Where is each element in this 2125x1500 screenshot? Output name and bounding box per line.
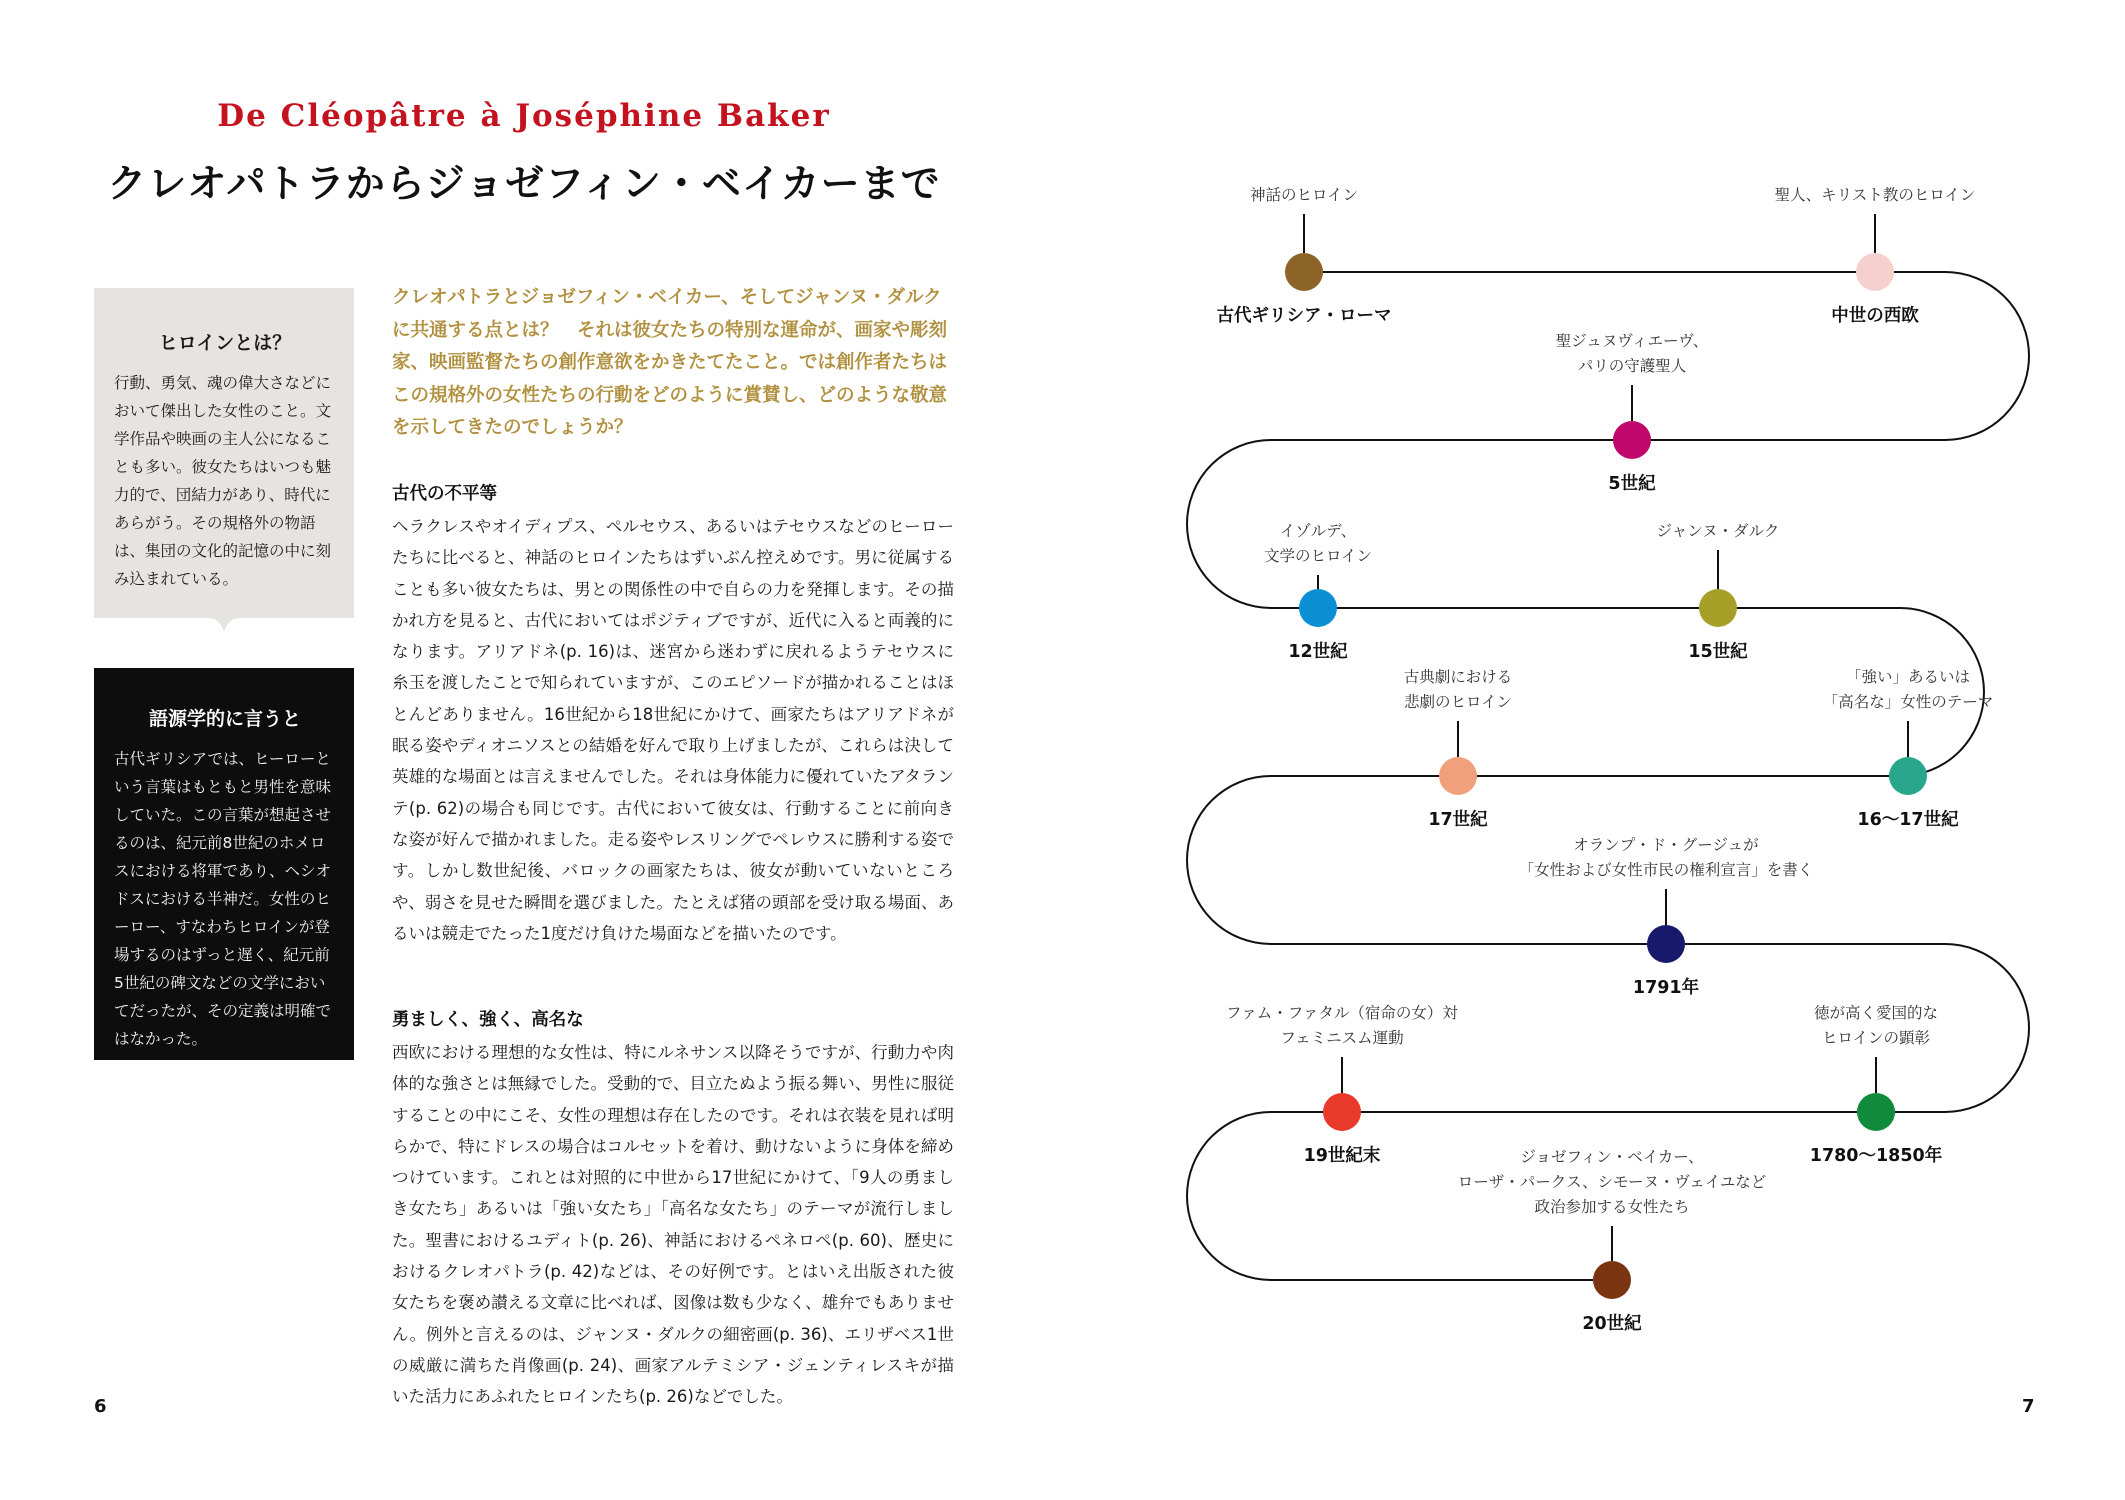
timeline-era: 16～17世紀: [1857, 810, 1959, 830]
timeline-event-label: イゾルデ、: [1279, 522, 1357, 540]
etymology-box-title: 語源学的に言うと: [148, 708, 301, 730]
timeline-event: [1226, 1004, 1458, 1166]
definition-box-text: 行動、勇気、魂の偉大さなどにおいて傑出した女性のこと。文学作品や映画の主人公になることも多い。彼女たちはいつも魅力的で、団結力があり、時代にあらがう。その規格外の物語は、集団の文化的記憶の中に刻み込まれている。: [114, 374, 332, 588]
timeline-event-label: オランプ・ド・グージュが: [1573, 836, 1759, 854]
timeline-event: [1556, 332, 1709, 494]
timeline-event: [1519, 836, 1814, 998]
page-number-right: 7: [2022, 1396, 2035, 1417]
timeline-event-label: 政治参加する女性たち: [1534, 1198, 1690, 1216]
timeline-event-label: 神話のヒロイン: [1249, 186, 1359, 204]
timeline-era: 古代ギリシア・ローマ: [1216, 306, 1392, 326]
timeline-event-label: ジョゼフィン・ベイカー、: [1520, 1148, 1704, 1166]
section-heading: 古代の不平等: [392, 484, 497, 504]
timeline-dot: [1323, 1093, 1361, 1131]
timeline-event-label: 「強い」あるいは: [1845, 668, 1971, 686]
timeline-event-label: 「女性および女性市民の権利宣言」を書く: [1518, 861, 1814, 879]
lead-paragraph: クレオパトラとジョゼフィン・ベイカー、そしてジャンヌ・ダルクに共通する点とは？ それは彼女たちの特別な運命が、画家や彫刻家、映画監督たちの創作意欲をかきたてたこと。では創作者たちはこの規格外の女性たちの行動をどのように賞賛し、どのような敬意を示してきたのでしょうか？: [392, 287, 948, 438]
timeline-dot: [1593, 1261, 1631, 1299]
timeline-dot: [1857, 1093, 1895, 1131]
timeline-era: 5世紀: [1608, 474, 1656, 494]
page-title: クレオパトラからジョゼフィン・ベイカーまで: [107, 162, 941, 207]
etymology-box-text: 古代ギリシアでは、ヒーローという言葉はもともと男性を意味していた。この言葉が想起させるのは、紀元前8世紀のホメロスにおける将軍であり、ヘシオドスにおける半神だ。女性のヒーロー、すなわちヒロインが登場するのはずっと遅く、紀元前5世紀の碑文などの文学においてだったが、その定義は明確ではなかった。: [114, 750, 332, 1048]
timeline-event: [1657, 522, 1780, 662]
timeline-era: 20世紀: [1582, 1314, 1642, 1334]
timeline-event-label: ローザ・パークス、シモーヌ・ヴェイユなど: [1457, 1173, 1767, 1191]
timeline-dot: [1889, 757, 1927, 795]
timeline-event-label: 徳が高く愛国的な: [1813, 1004, 1939, 1022]
timeline-event-label: ヒロインの顕彰: [1821, 1029, 1931, 1047]
timeline-era: 中世の西欧: [1831, 306, 1919, 326]
timeline-event-label: 文学のヒロイン: [1263, 547, 1373, 565]
timeline-dot: [1439, 757, 1477, 795]
timeline-era: 19世紀末: [1303, 1146, 1381, 1166]
timeline-dot: [1299, 589, 1337, 627]
section-body: 西欧における理想的な女性は、特にルネサンス以降そうですが、行動力や肉体的な強さとは無縁でした。受動的で、目立たぬよう振る舞い、男性に服従することの中にこそ、女性の理想は存在したのです。それは衣装を見れば明らかで、特にドレスの場合はコルセットを着け、動けないように身体を締めつけています。これとは対照的に中世から17世紀にかけて、「9人の勇ましき女たち」あるいは「強い女たち」「高名な女たち」のテーマが流行しました。聖書におけるユディト(p. 26)、神話におけるペネロペ(p. 60)、歴史におけるクレオパトラ(p. 42)などは、その好例です。とはいえ出版された彼女たちを褒め讃える文章に比べれば、図像は数も少なく、雄弁でもありません。例外と言えるのは、ジャンヌ・ダルクの細密画(p. 36)、エリザベス1世の威厳に満ちた肖像画(p. 24)、画家アルテミシア・ジェンティレスキが描いた活力にあふれたヒロインたち(p. 26)などでした。: [392, 1043, 954, 1407]
timeline-event: [1264, 522, 1372, 662]
timeline-event-label: ジャンヌ・ダルク: [1656, 522, 1780, 540]
timeline-era: 1791年: [1632, 978, 1700, 998]
timeline-era: 15世紀: [1688, 642, 1748, 662]
timeline-event-label: 古典劇における: [1403, 668, 1513, 686]
timeline-era: 12世紀: [1288, 642, 1348, 662]
timeline-event-label: フェミニスム運動: [1280, 1029, 1404, 1047]
timeline-event: [1810, 1003, 1943, 1166]
timeline-event: [1217, 186, 1392, 326]
page-subtitle: De Cléopâtre à Joséphine Baker: [217, 98, 831, 134]
timeline-event: [1458, 1148, 1766, 1334]
timeline-era: 17世紀: [1428, 810, 1488, 830]
timeline-dot: [1613, 421, 1651, 459]
section-heading: 勇ましく、強く、高名な: [392, 1010, 584, 1030]
definition-box-title: ヒロインとは？: [158, 332, 292, 354]
timeline-event-label: 悲劇のヒロイン: [1403, 693, 1513, 711]
timeline-era: 1780～1850年: [1809, 1146, 1943, 1166]
timeline-event-label: 聖ジュヌヴィエーヴ、: [1555, 332, 1709, 350]
timeline-dot: [1856, 253, 1894, 291]
timeline-event: [1404, 668, 1513, 830]
section-body: ヘラクレスやオイディプス、ペルセウス、あるいはテセウスなどのヒーローたちに比べると、神話のヒロインたちはずいぶん控えめです。男に従属することも多い彼女たちは、男との関係性の中で自らの力を発揮します。その描かれ方を見ると、古代においてはポジティブですが、近代に入ると両義的になります。アリアドネ(p. 16)は、迷宮から迷わずに戻れるようテセウスに糸玉を渡したことで知られていますが、このエピソードが描かれることはほとんどありません。16世紀から18世紀にかけて、画家たちはアリアドネが眠る姿やディオニソスとの結婚を好んで取り上げましたが、これらは決して英雄的な場面とは言えませんでした。それは身体能力に優れていたアタランテ(p. 62)の場合も同じです。古代において彼女は、行動することに前向きな姿が好んで描かれました。走る姿やレスリングでペレウスに勝利する姿です。しかし数世紀後、バロックの画家たちは、彼女が動いていないところや、弱さを見せた瞬間を選びました。たとえば猪の頭部を受け取る場面、あるいは競走でたった1度だけ負けた場面などを描いたのです。: [392, 517, 954, 943]
timeline-dot: [1699, 589, 1737, 627]
page-number-left: 6: [94, 1396, 107, 1417]
timeline-event-label: ファム・ファタル（宿命の女）対: [1226, 1004, 1458, 1022]
timeline-event-label: パリの守護聖人: [1577, 357, 1687, 375]
timeline-dot: [1285, 253, 1323, 291]
timeline-event-label: 聖人、キリスト教のヒロイン: [1774, 186, 1976, 204]
timeline-event: [1775, 186, 1976, 326]
timeline-event: [1823, 668, 1994, 830]
timeline-event-label: 「高名な」女性のテーマ: [1822, 693, 1994, 711]
timeline-dot: [1647, 925, 1685, 963]
